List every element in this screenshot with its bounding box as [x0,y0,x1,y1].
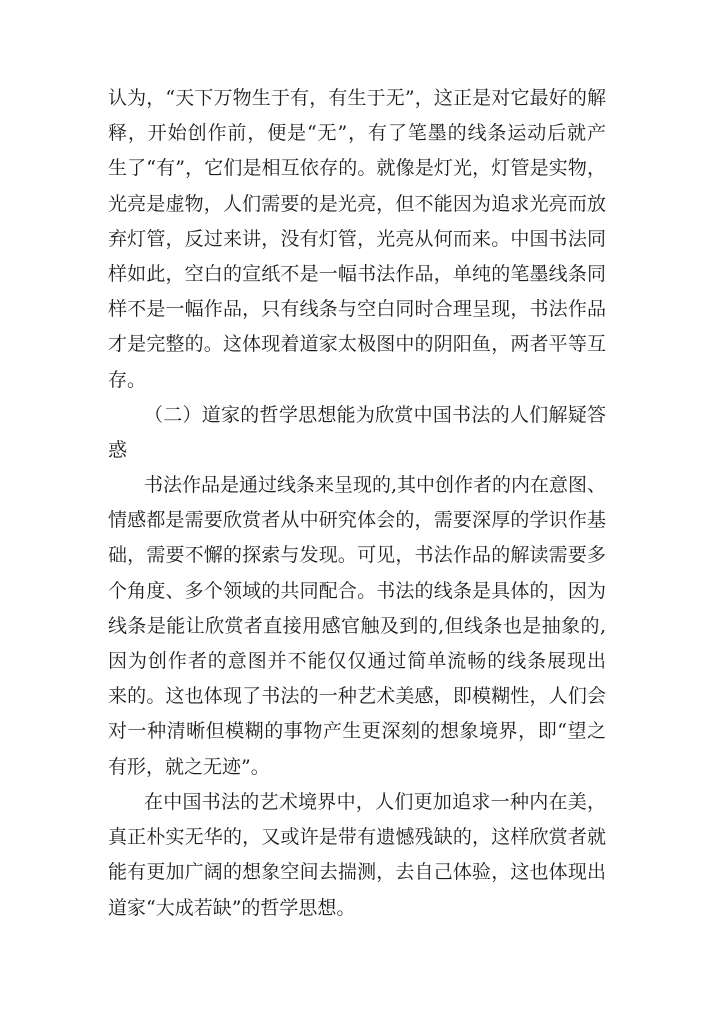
text-line: 能有更加广阔的想象空间去揣测，去自己体验，这也体现出 [108,861,606,884]
body-paragraph-2 [108,468,606,785]
heading-line: （二）道家的哲学思想能为欣赏中国书法的人们解疑答 [144,404,606,426]
text-line: 对一种清晰但模糊的事物产生更深刻的想象境界，即“望之 [108,720,606,743]
text-line: 释，开始创作前，便是“无”，有了笔墨的线条运动后就产 [108,122,606,145]
text-line: 情感都是需要欣赏者从中研究体会的，需要深厚的学识作基 [108,509,606,532]
text-line: 有形，就之无迹”。 [108,755,270,778]
text-line: 认为，“天下万物生于有，有生于无”，这正是对它最好的解 [108,87,606,109]
text-line: 道家“大成若缺”的哲学思想。 [108,896,356,919]
text-line: 书法作品是通过线条来呈现的,其中创作者的内在意图、 [144,474,606,496]
heading-line: 惑 [108,439,128,462]
text-line: 因为创作者的意图并不能仅仅通过简单流畅的线条展现出 [108,649,606,672]
text-line: 真正朴实无华的，又或许是带有遗憾残缺的，这样欣赏者就 [108,826,606,849]
text-line: 样如此，空白的宣纸不是一幅书法作品，单纯的笔墨线条同 [108,262,606,285]
text-line: 线条是能让欣赏者直接用感官触及到的,但线条也是抽象的, [108,614,606,637]
text-line: 来的。这也体现了书法的一种艺术美感，即模糊性，人们会 [108,685,606,708]
text-line: 弃灯管，反过来讲，没有灯管，光亮从何而来。中国书法同 [108,227,606,250]
text-line: 个角度、多个领域的共同配合。书法的线条是具体的，因为 [108,579,606,602]
text-line: 生了“有”，它们是相互依存的。就像是灯光，灯管是实物， [108,157,606,180]
body-paragraph-3 [108,785,606,926]
text-line: 样不是一幅作品，只有线条与空白同时合理呈现，书法作品 [108,298,606,321]
text-line: 在中国书法的艺术境界中，人们更加追求一种内在美， [144,791,606,813]
text-line: 才是完整的。这体现着道家太极图中的阴阳鱼，两者平等互 [108,333,606,356]
body-paragraph-1 [108,81,606,398]
section-heading [108,398,606,468]
text-line: 存。 [108,368,147,391]
text-line: 光亮是虚物，人们需要的是光亮，但不能因为追求光亮而放 [108,192,606,215]
text-line: 础，需要不懈的探索与发现。可见，书法作品的解读需要多 [108,544,606,567]
